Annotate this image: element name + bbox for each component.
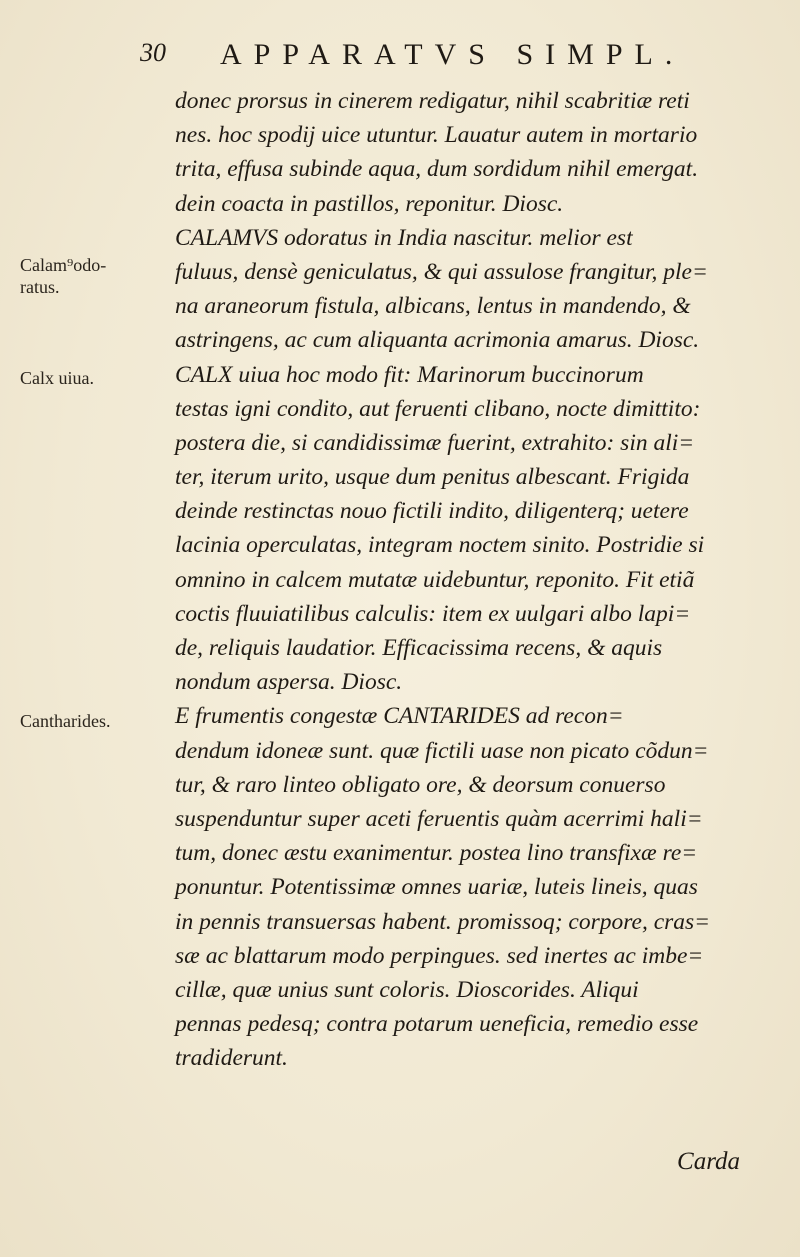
text-line: sæ ac blattarum modo perpingues. sed inertes ac imbe= [175, 942, 704, 969]
text-line: astringens, ac cum aliquanta acrimonia amarus. Diosc. [175, 327, 700, 354]
catchword: Carda [677, 1148, 740, 1175]
text-line: pennas pedesq; contra potarum ueneficia, remedio esse [175, 1011, 699, 1038]
text-line: CALX uiua hoc modo fit: Marinorum buccinorum [175, 361, 644, 388]
margin-note-calx [20, 367, 94, 389]
text-line: de, reliquis laudatior. Efficacissima recens, & aquis [175, 635, 663, 661]
text-line: donec prorsus in cinerem redigatur, nihil scabritiæ reti [175, 88, 690, 114]
margin-note-line: Cantharides. [20, 711, 111, 731]
text-line: testas igni condito, aut feruenti clibano, nocte dimittito: [175, 395, 701, 422]
text-line: ponuntur. Potentissimæ omnes uariæ, luteis lineis, quas [175, 874, 698, 901]
body-text [175, 84, 775, 1075]
text-line: lacinia operculatas, integram noctem sinito. Postridie si [175, 532, 705, 559]
text-line: nondum aspersa. Diosc. [175, 669, 403, 696]
text-line: deinde restinctas nouo fictili indito, diligenterq; uetere [175, 498, 689, 525]
running-head: APPARATVS SIMPL. [220, 38, 685, 71]
margin-note-line: Calx uiua. [20, 368, 94, 388]
page-number: 30 [140, 38, 166, 67]
text-line: ter, iterum urito, usque dum penitus albescant. Frigida [175, 464, 690, 491]
text-line: in pennis transuersas habent. promissoq; corpore, cras= [175, 908, 711, 935]
page-header [140, 38, 780, 78]
text-line: cillæ, quæ unius sunt coloris. Dioscorides. Aliqui [175, 976, 639, 1003]
margin-note-line: ratus. [20, 277, 60, 297]
text-line: postera die, si candidissimæ fuerint, extrahito: sin ali= [175, 429, 695, 456]
text-line: E frumentis congestæ CANTARIDES ad recon= [175, 703, 624, 730]
text-line: nes. hoc spodij uice utuntur. Lauatur autem in mortario [175, 122, 698, 149]
text-line: omnino in calcem mutatæ uidebuntur, reponito. Fit etiã [175, 566, 695, 593]
text-line: na araneorum fistula, albicans, lentus in mandendo, & [175, 293, 691, 320]
margin-note-calamus [20, 254, 106, 298]
text-line: CALAMVS odoratus in India nascitur. melior est [175, 224, 633, 251]
margin-note-cantharides [20, 710, 110, 732]
text-line: dein coacta in pastillos, reponitur. Diosc. [175, 190, 564, 217]
text-line: coctis fluuiatilibus calculis: item ex uulgari albo lapi= [175, 600, 691, 627]
text-line: tradiderunt. [175, 1045, 288, 1072]
margin-note-line: Calam⁹odo- [20, 255, 107, 275]
text-line: tum, donec æstu exanimentur. postea lino transfixæ re= [175, 840, 698, 867]
text-line: dendum idoneæ sunt. quæ fictili uase non picato cõdun= [175, 737, 709, 764]
text-line: tur, & raro linteo obligato ore, & deorsum conuerso [175, 771, 666, 798]
text-line: trita, effusa subinde aqua, dum sordidum nihil emergat. [175, 156, 699, 183]
text-line: suspenduntur super aceti feruentis quàm acerrimi hali= [175, 805, 703, 832]
text-line: fuluus, densè geniculatus, & qui assulose frangitur, ple= [175, 258, 708, 285]
